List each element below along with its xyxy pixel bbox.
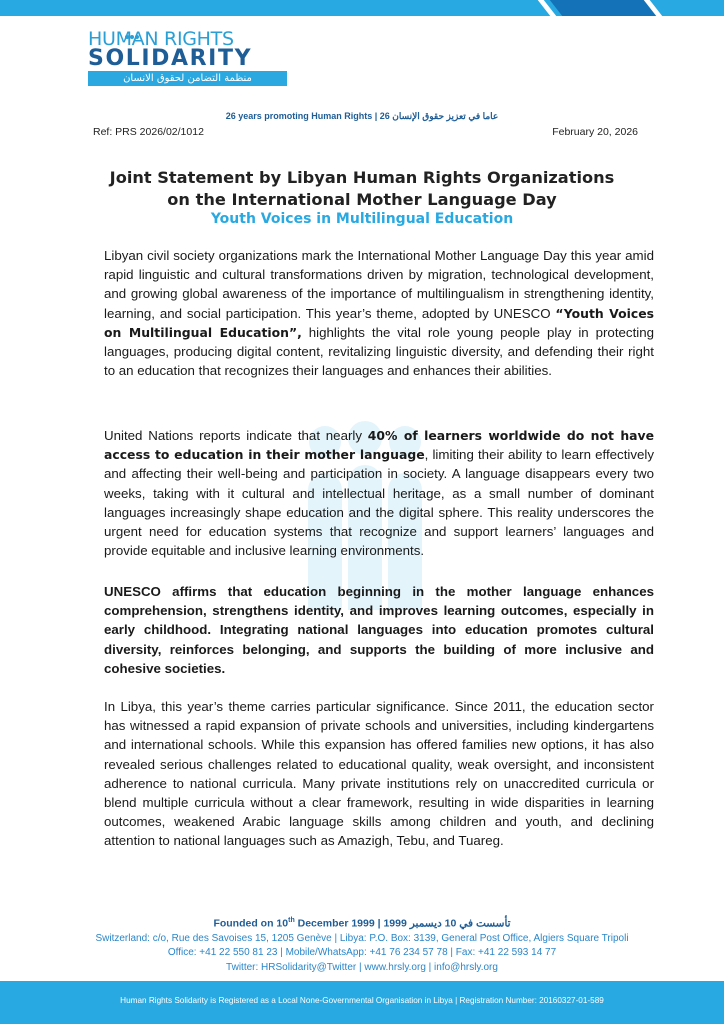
logo-arabic-name: منظمة التضامن لحقوق الانسان <box>88 71 287 86</box>
founded-sup: th <box>288 917 295 924</box>
separator: | <box>356 961 365 973</box>
paragraph-text: Libyan civil society organizations mark the International Mother Language Day this year amid rapid linguistic and cultural transformations driven by migration, technological development, and growing global awareness of the importance of multilingualism in strengthening identity, learning, and social participation. This year’s theme, adopted by UNESCO <box>104 248 654 321</box>
founded-text: Founded on 10 <box>213 917 289 930</box>
registration-banner: Human Rights Solidarity is Registered as a Local None-Governmental Organisation in Libya | Registration Number: 20160327-01-589 <box>0 981 724 1024</box>
organization-logo <box>88 22 288 84</box>
paragraph-1 <box>104 246 654 380</box>
paragraph-2 <box>104 426 654 560</box>
separator: | <box>425 961 435 973</box>
paragraph-text: United Nations reports indicate that nearly <box>104 428 368 443</box>
website-link[interactable]: www.hrsly.org <box>364 961 426 973</box>
twitter-link[interactable]: Twitter: HRSolidarity@Twitter <box>226 961 357 973</box>
theme-emphasis: “Youth Voices on Multilingual Education”, <box>104 305 654 340</box>
links-line <box>0 961 724 976</box>
founded-text: December 1999 | 1999 تأسست في 10 ديسمبر <box>294 917 511 930</box>
paragraph-text: , limiting their ability to learn effectively and affecting their well-being and participation in society. A language disappears every two weeks, taking with it cultural and intellectual heritage, as a small number of dominant languages increasingly shape education and the digital sphere. This reality underscores the urgent need for education systems that recognize and support learners’ languages and provide equitable and inclusive learning environments. <box>104 447 655 559</box>
reference-number: Ref: PRS 2026/02/1012 <box>93 126 204 138</box>
tagline: 26 years promoting Human Rights | 26 عاما في تعزيز حقوق الإنسان <box>225 111 499 121</box>
top-banner <box>0 0 724 16</box>
document-subtitle: Youth Voices in Multilingual Education <box>210 211 514 227</box>
logo-line-2: SOLIDARITY <box>88 46 253 71</box>
title-line-2: on the International Mother Language Day <box>167 190 557 209</box>
statistic-emphasis: 40% of learners worldwide do not have access to education in their mother language <box>104 428 654 463</box>
document-title <box>0 167 724 211</box>
logo-line-1: HUMAN RIGHTS <box>88 28 234 50</box>
founded-line <box>0 913 724 932</box>
paragraph-text: highlights the vital role young people play in protecting languages, producing digital content, revitalizing linguistic diversity, and defending their right to an education that recognizes their languages and enhances their abilities. <box>104 324 655 379</box>
title-line-1: Joint Statement by Libyan Human Rights Organizations <box>109 168 615 187</box>
paragraph-3-bold: UNESCO affirms that education beginning in the mother language enhances comprehension, strengthens identity, and improves learning outcomes, especially in early childhood. Integrating national languages into education promotes cultural diversity, reinforces belonging, and supports the building of more inclusive and cohesive societies. <box>104 584 654 676</box>
phone-line: Office: +41 22 550 81 23 | Mobile/WhatsApp: +41 76 234 57 78 | Fax: +41 22 593 14 77 <box>167 947 557 958</box>
footer-contact-block <box>0 913 724 975</box>
email-link[interactable]: info@hrsly.org <box>434 961 498 973</box>
address-line: Switzerland: c/o, Rue des Savoises 15, 1205 Genève | Libya: P.O. Box: 3139, General Post Office, Algiers Square Tripoli <box>95 932 629 944</box>
document-date: February 20, 2026 <box>552 126 638 138</box>
paragraph-4: In Libya, this year’s theme carries particular significance. Since 2011, the education sector has witnessed a rapid expansion of private schools and universities, including kindergartens and international schools. While this expansion has offered families new options, it has also revealed serious challenges related to educational quality, weak oversight, and inconsistent adherence to national curricula. Many private institutions rely on unaccredited curricula or blend multiple curricula without a clear framework, resulting in wide disparities in learning outcomes, weakened Arabic language skills among children and youth, and declining attention to national languages such as Amazigh, Tebu, and Tuareg. <box>104 699 654 849</box>
